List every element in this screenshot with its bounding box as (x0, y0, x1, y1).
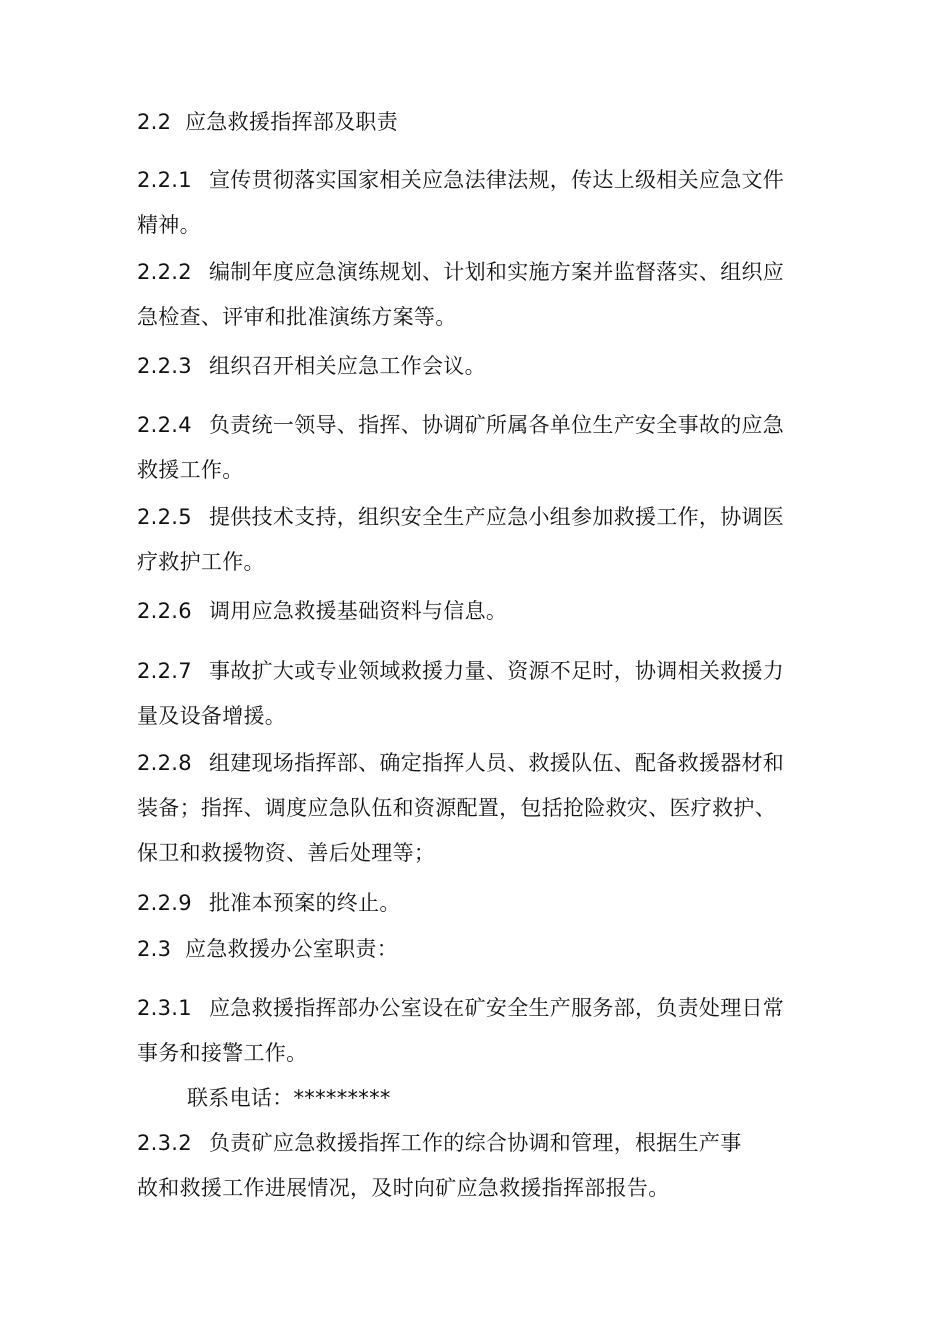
clause-number: 2.2.3 (137, 354, 192, 378)
clause-number: 2.2.1 (137, 168, 192, 192)
clause-text-line-1: 组建现场指挥部、确定指挥人员、救援队伍、配备救援器材和 (209, 751, 785, 775)
clause-text-line-2: 量及设备增援。 (137, 704, 287, 728)
clause-text-line-1: 应急救援指挥部办公室设在矿安全生产服务部，负责处理日常 (209, 996, 785, 1020)
clause-number: 2.2.4 (137, 413, 192, 437)
clause-2-2-9 (137, 881, 827, 926)
section-number: 2.2 (137, 110, 172, 134)
clause-text-line-1: 负责统一领导、指挥、协调矿所属各单位生产安全事故的应急 (209, 413, 785, 437)
clause-2-2-8 (137, 741, 827, 876)
clause-2-2-1 (137, 158, 827, 248)
clause-2-2-3 (137, 344, 827, 389)
clause-text-line-2: 疗救护工作。 (137, 550, 265, 574)
clause-number: 2.2.2 (137, 260, 192, 284)
clause-text-line-2: 精神。 (137, 213, 201, 237)
clause-text-line-1: 提供技术支持，组织安全生产应急小组参加救援工作，协调医 (209, 505, 785, 529)
clause-text-line-2: 装备；指挥、调度应急队伍和资源配置，包括抢险救灾、医疗救护、 (137, 796, 776, 820)
section-2-2-heading (137, 100, 827, 145)
section-number: 2.3 (137, 937, 172, 961)
clause-number: 2.2.9 (137, 891, 192, 915)
clause-number: 2.2.8 (137, 751, 192, 775)
clause-text-line-1: 宣传贯彻落实国家相关应急法律法规，传达上级相关应急文件 (209, 168, 785, 192)
clause-text-line-2: 救援工作。 (137, 458, 244, 482)
clause-2-2-4 (137, 403, 827, 493)
clause-2-2-2 (137, 250, 827, 340)
clause-text-line-1: 调用应急救援基础资料与信息。 (209, 599, 508, 623)
clause-number: 2.2.6 (137, 599, 192, 623)
clause-2-3-1 (137, 986, 827, 1076)
section-2-3-heading (137, 927, 827, 972)
clause-text-line-1: 负责矿应急救援指挥工作的综合协调和管理，根据生产事 (209, 1131, 742, 1155)
clause-2-2-5 (137, 495, 827, 585)
clause-text-line-1: 编制年度应急演练规划、计划和实施方案并监督落实、组织应 (209, 260, 785, 284)
clause-text-line-1: 事故扩大或专业领域救援力量、资源不足时，协调相关救援力 (209, 659, 785, 683)
section-title: 应急救援指挥部及职责 (185, 110, 398, 134)
clause-text-line-2: 事务和接警工作。 (137, 1041, 308, 1065)
contact-line (137, 1076, 827, 1121)
clause-number: 2.3.2 (137, 1131, 192, 1155)
clause-text-line-2: 故和救援工作进展情况，及时向矿应急救援指挥部报告。 (137, 1176, 670, 1200)
clause-2-3-2 (137, 1121, 827, 1211)
clause-text-line-3: 保卫和救援物资、善后处理等； (137, 841, 436, 865)
clause-text-line-1: 批准本预案的终止。 (209, 891, 401, 915)
contact-phone: 联系电话：********* (187, 1086, 391, 1110)
clause-2-2-7 (137, 649, 827, 739)
clause-number: 2.2.7 (137, 659, 192, 683)
clause-2-2-6 (137, 589, 827, 634)
section-title: 应急救援办公室职责： (185, 937, 398, 961)
clause-text-line-2: 急检查、评审和批准演练方案等。 (137, 305, 457, 329)
clause-number: 2.2.5 (137, 505, 192, 529)
clause-text-line-1: 组织召开相关应急工作会议。 (209, 354, 486, 378)
clause-number: 2.3.1 (137, 996, 192, 1020)
